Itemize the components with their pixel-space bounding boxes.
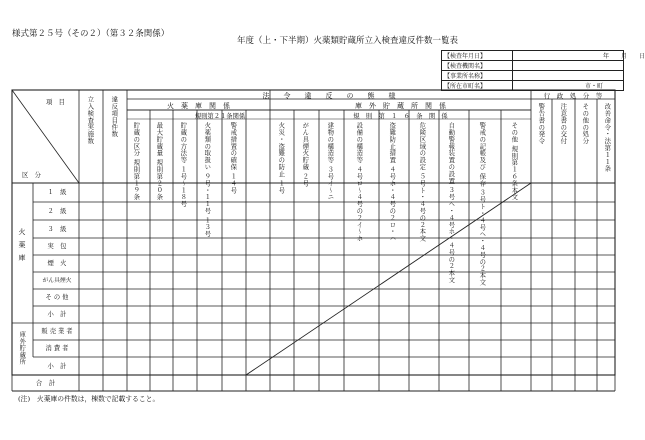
col-mag-storage-method: 貯蔵の方法等 １号〜１８号	[179, 122, 188, 208]
info-label: 【検査年月日】	[442, 51, 513, 61]
row-label-mag-subtotal: 小 計	[47, 311, 67, 318]
rule21-header: 規則第２１条関係	[194, 113, 246, 120]
corner-item-label: 項 目	[46, 99, 65, 106]
sub-magazine-header: 火 薬 庫 関 係	[167, 102, 230, 110]
row-label-total: 合 計	[35, 379, 56, 387]
col-mag-storage-class: 貯蔵の区分 規則第１９条	[132, 122, 141, 201]
info-label: 【検査機関名】	[442, 61, 513, 71]
info-label: 【所在市町名】	[442, 81, 513, 91]
group-law-header: 法 令 違 反 の 態 様	[262, 92, 396, 100]
corner-section-label: 区 分	[22, 172, 41, 179]
page-title: 年度（上・下半期）火薬類貯蔵所立入検査違反件数一覧表	[237, 36, 459, 46]
row-label-consumer: 消 費 者	[45, 345, 69, 352]
info-value[interactable]: 年 月 日	[513, 51, 624, 61]
col-mag-max-quantity: 最大貯蔵量 規則第２０条	[155, 122, 164, 201]
row-label-fireworks: 煙 火	[47, 260, 67, 267]
row-label-grade3: ３ 級	[47, 226, 67, 233]
row-label-dealer: 販 売 業 者	[41, 328, 73, 335]
info-label: 【事業所名称】	[442, 71, 513, 81]
col-out-building: 建物の構造等 ３号イ〜ニ	[326, 122, 335, 201]
footnote: (注) 火薬庫の件数は，棟数で記載すること。	[18, 395, 160, 403]
row-label-other: そ の 他	[45, 294, 69, 301]
row-label-toy-fireworks: がん具煙火	[42, 278, 72, 284]
group-admin-header: 行 政 処 分 等	[543, 92, 603, 100]
col-out-equipment: 設備の構造等 ４号ロ〜４号の２イ〜ホ	[355, 122, 364, 242]
col-out-record-keeping: 警戒の記帳及び 保存 ３号ト・４号ヘ・４号の２本文	[478, 122, 487, 286]
col-out-auto-alarm: 自動警報装置の設置 ３号ヘ・４号ホ・４号の２本文	[447, 122, 456, 284]
col-violations: 違反項目件数	[110, 96, 119, 138]
col-inspections: 立入検査実施数	[86, 96, 95, 145]
row-label-grade1: １ 級	[47, 189, 67, 196]
section-outside-label: 庫外貯蔵所	[18, 331, 26, 365]
col-out-theft-measures: 盗難防止措置 ４号ホ・４号の２ロ・ハ	[388, 122, 397, 242]
section-magazine-label: 火薬庫	[18, 228, 27, 267]
row-label-out-subtotal: 小 計	[47, 363, 67, 370]
col-out-fire-theft: 火災・盗難の防止 １号	[277, 122, 286, 194]
col-mag-handling: 火薬類の取扱い ９号・１１号 １３号	[203, 122, 212, 238]
col-mag-guard: 警戒措置の確保 １４号	[229, 122, 238, 194]
col-admin-other: その他の処分	[581, 103, 590, 145]
form-number: 様式第２５号（その２）（第３２条関係）	[12, 29, 170, 39]
rule16-header: 規 則 第 １ ６ 条 関 係	[353, 113, 448, 120]
col-out-other: その他 規則第１６条本文	[510, 122, 519, 201]
col-admin-notice: 注意書の交付	[559, 103, 568, 145]
row-label-cartridge: 実 包	[47, 243, 67, 250]
col-admin-improvement-order: 改善命令・法第１１条	[603, 103, 612, 172]
col-out-toy-fireworks: がん具煙火貯蔵 ２号	[301, 122, 310, 187]
col-out-danger-zone: 危険区域の設定 ５号ト・４号の２本文	[418, 122, 427, 242]
sub-outside-header: 庫 外 貯 蔵 所 関 係	[355, 102, 446, 110]
info-value[interactable]: 市・町	[513, 81, 624, 91]
row-label-grade2: ２ 級	[47, 208, 67, 215]
col-admin-warning: 警告書の発令	[537, 103, 546, 145]
